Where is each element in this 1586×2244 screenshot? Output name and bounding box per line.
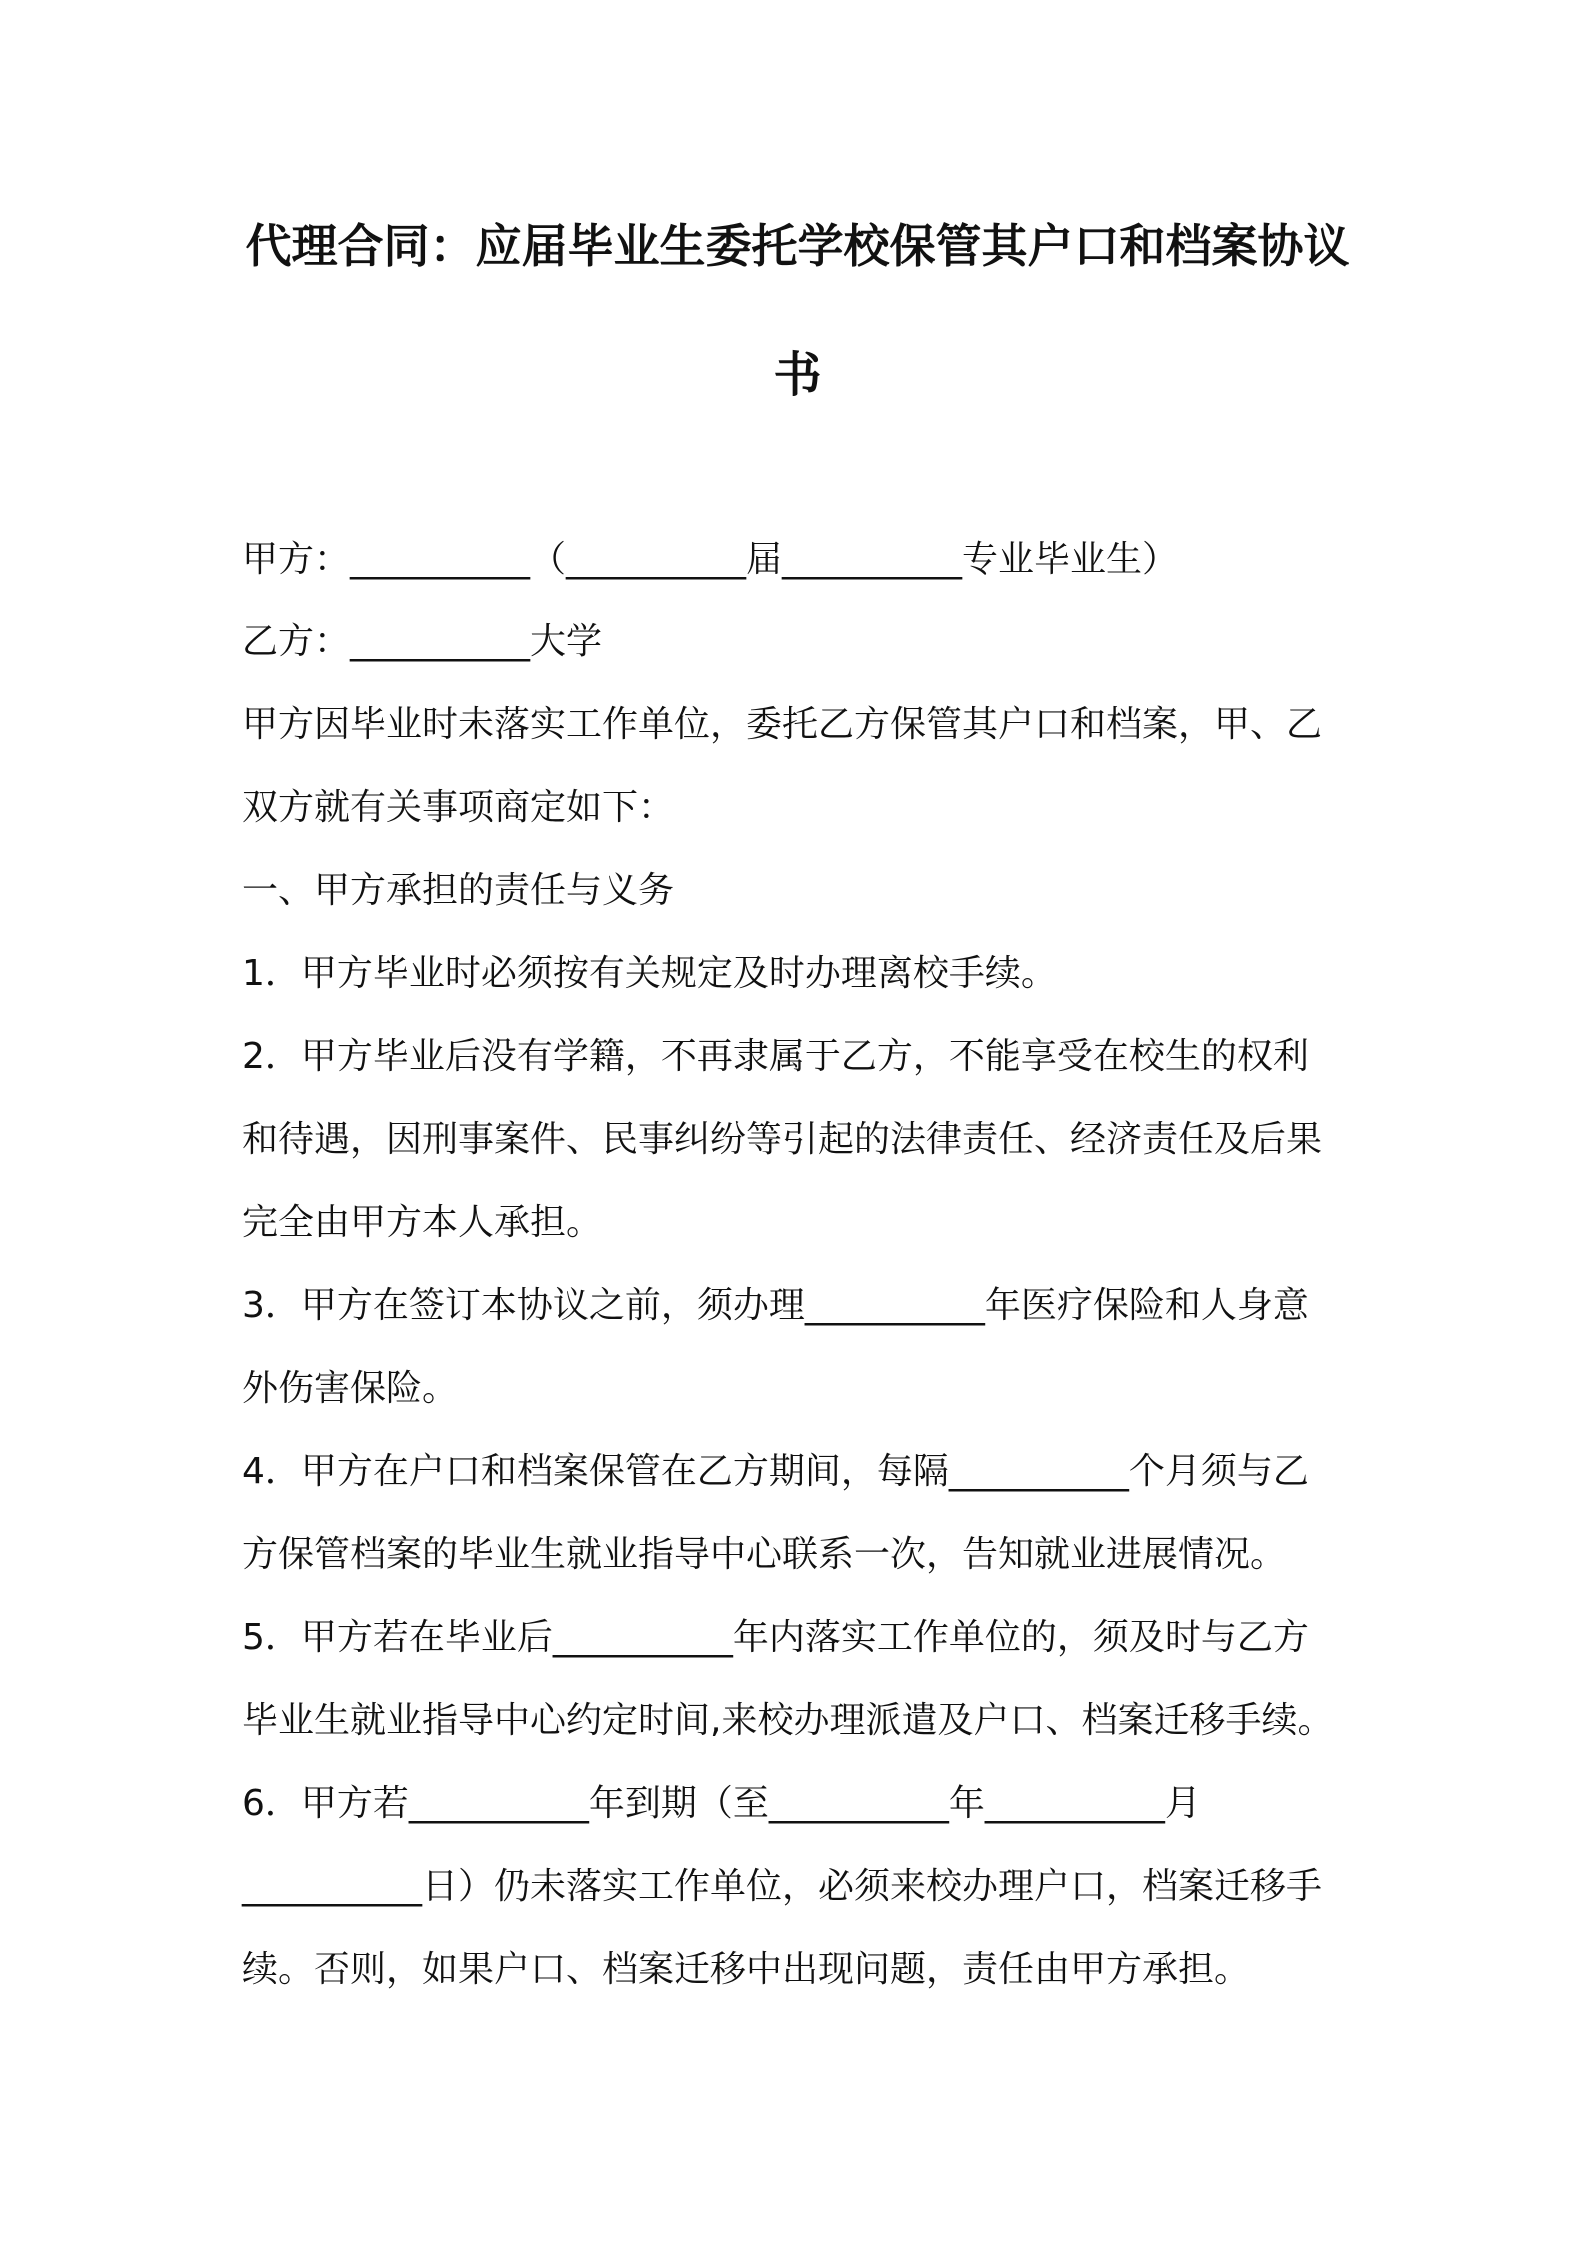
clause-line: 毕业生就业指导中心约定时间,来校办理派遣及户口、档案迁移手续。 [242,1700,1334,1741]
clause-line: 和待遇，因刑事案件、民事纠纷等引起的法律责任、经济责任及后果 [242,1119,1323,1160]
party-b-line: 乙方：__________大学 [242,621,603,662]
body-line: 甲方因毕业时未落实工作单位，委托乙方保管其户口和档案，甲、乙 [242,704,1323,745]
clause-line: __________日）仍未落实工作单位，必须来校办理户口，档案迁移手 [242,1866,1323,1907]
section-heading: 一、甲方承担的责任与义务 [242,870,675,911]
clause-line: 续。否则，如果户口、档案迁移中出现问题，责任由甲方承担。 [242,1949,1251,1990]
clause-line: 1．甲方毕业时必须按有关规定及时办理离校手续。 [242,953,1057,994]
body-line: 双方就有关事项商定如下： [242,787,675,828]
document-title-line-2: 书 [773,347,822,403]
clause-line: 6．甲方若__________年到期（至__________年__________月 [242,1783,1201,1824]
clause-line: 2．甲方毕业后没有学籍，不再隶属于乙方，不能享受在校生的权利 [242,1036,1309,1077]
clause-line: 4．甲方在户口和档案保管在乙方期间，每隔__________个月须与乙 [242,1451,1309,1492]
clause-line: 3．甲方在签订本协议之前，须办理__________年医疗保险和人身意 [242,1285,1309,1326]
clause-line: 完全由甲方本人承担。 [242,1202,603,1243]
clause-line: 方保管档案的毕业生就业指导中心联系一次，告知就业进展情况。 [242,1534,1287,1575]
party-a-line: 甲方：__________（__________届__________专业毕业生） [242,539,1179,580]
document-title-line-1: 代理合同：应届毕业生委托学校保管其户口和档案协议 [245,219,1350,273]
clause-line: 外伤害保险。 [242,1368,459,1409]
clause-line: 5．甲方若在毕业后__________年内落实工作单位的，须及时与乙方 [242,1617,1309,1658]
